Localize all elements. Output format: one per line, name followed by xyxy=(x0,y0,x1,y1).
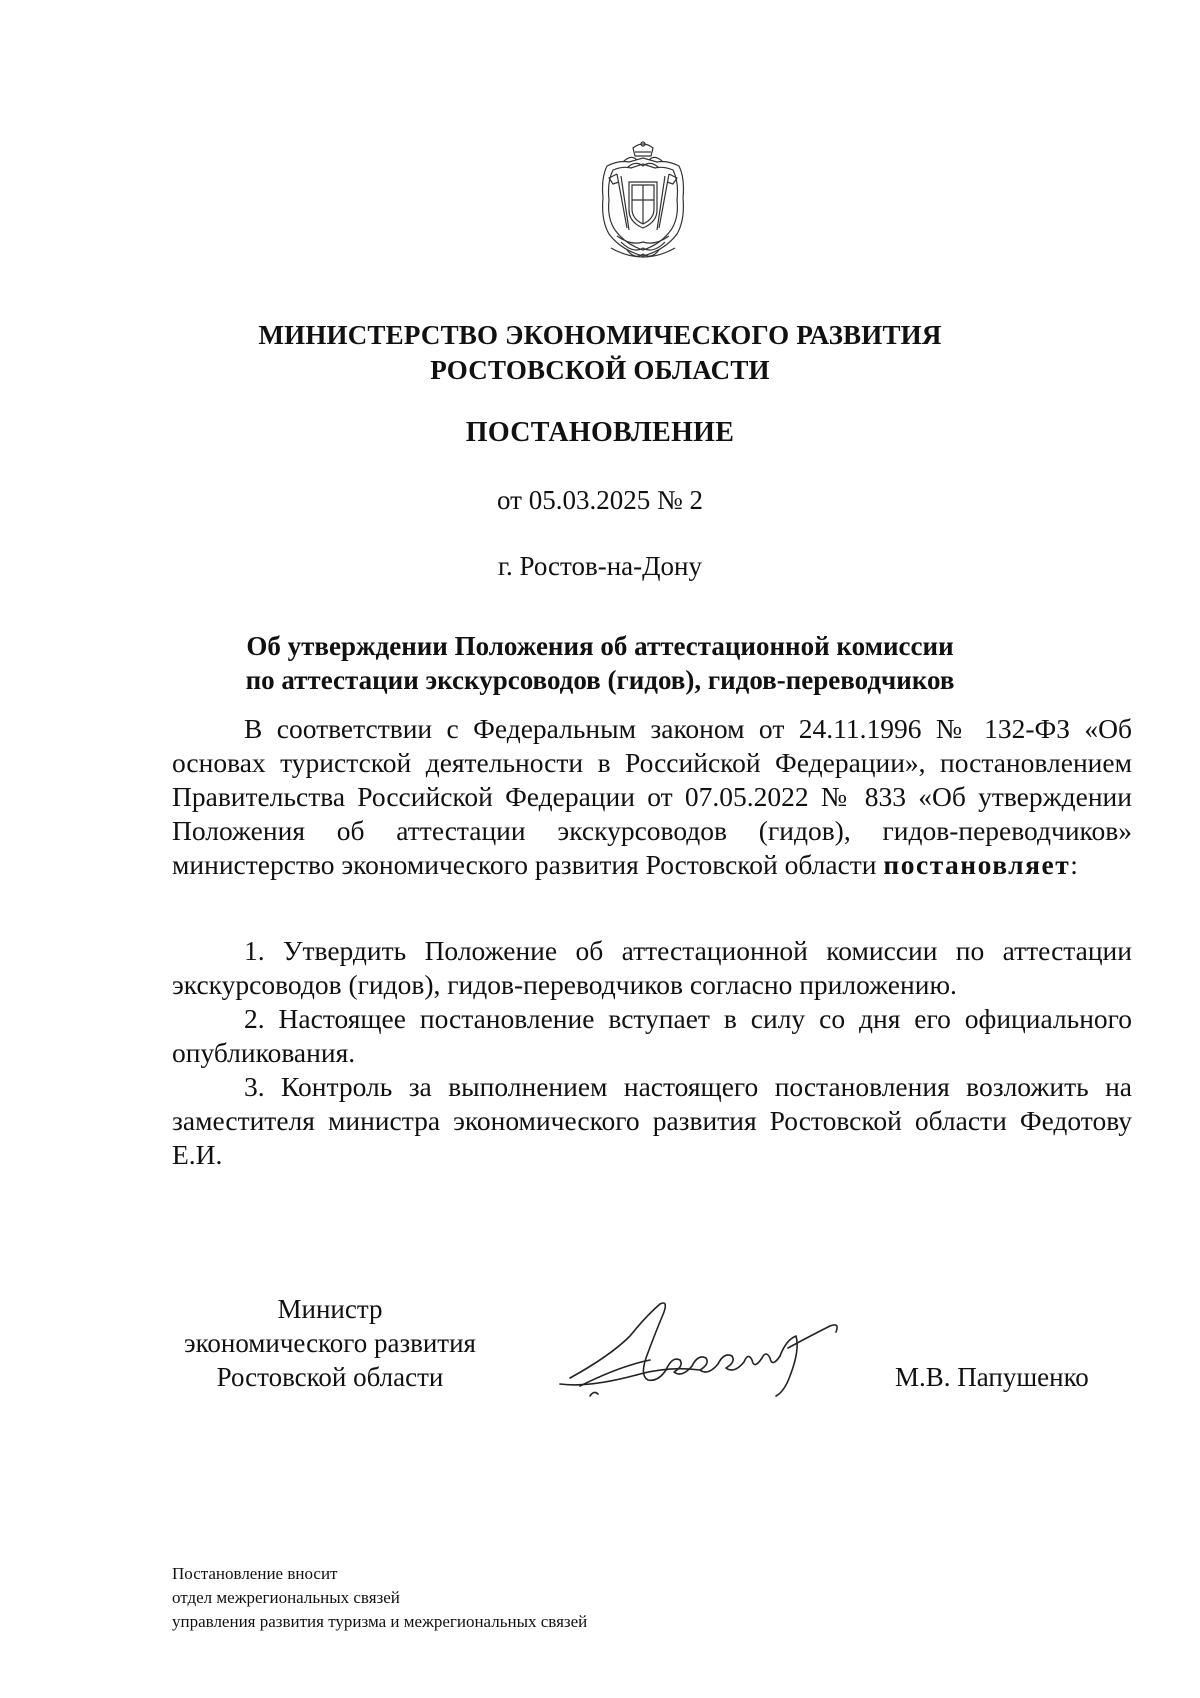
position-line-1: Министр xyxy=(277,1294,383,1324)
footer-note xyxy=(172,1562,587,1634)
subject-line-2: по аттестации экскурсоводов (гидов), гидов-переводчиков xyxy=(245,665,955,695)
resolution-item-3: 3. Контроль за выполнением настоящего постановления возложить на заместителя министра экономического развития Ростовской области Федотову Е.И. xyxy=(172,1071,1132,1170)
coat-of-arms-icon xyxy=(587,138,699,266)
signatory-position xyxy=(160,1292,500,1394)
resolution-item-1: 1. Утвердить Положение об аттестационной комиссии по аттестации экскурсоводов (гидов), гидов-переводчиков согласно приложению. xyxy=(172,935,1132,1000)
document-date-number: от 05.03.2025 № 2 xyxy=(497,485,703,515)
organization-line-1: МИНИСТЕРСТВО ЭКОНОМИЧЕСКОГО РАЗВИТИЯ xyxy=(258,320,942,350)
organization-title xyxy=(0,318,1200,388)
footer-line-1: Постановление вносит xyxy=(172,1564,338,1583)
position-line-3: Ростовской области xyxy=(216,1362,444,1392)
footer-line-2: отдел межрегиональных связей xyxy=(172,1588,400,1607)
resolution-items xyxy=(172,934,1132,1172)
subject-line-1: Об утверждении Положения об аттестационной комиссии xyxy=(246,631,954,661)
resolves-colon: : xyxy=(1070,849,1078,880)
preamble-block xyxy=(172,712,1132,882)
preamble-paragraph xyxy=(172,712,1132,882)
footer-line-3: управления развития туризма и межрегиональных связей xyxy=(172,1612,588,1631)
resolution-item-2: 2. Настоящее постановление вступает в силу со дня его официального опубликования. xyxy=(172,1003,1132,1068)
document-subject xyxy=(0,629,1200,697)
signatory-name: М.В. Папушенко xyxy=(895,1362,1089,1392)
document-city: г. Ростов-на-Дону xyxy=(497,551,702,581)
position-line-2: экономического развития xyxy=(184,1328,476,1358)
organization-line-2: РОСТОВСКОЙ ОБЛАСТИ xyxy=(430,355,770,385)
document-type: ПОСТАНОВЛЕНИЕ xyxy=(465,417,735,448)
handwritten-signature-icon xyxy=(550,1296,870,1406)
preamble-text: В соответствии с Федеральным законом от 24.11.1996 № 132-ФЗ «Об основах туристской деятельности в Российской Федерации», постановлением Правительства Российской Федерации от 07.05.2022 № 833 «Об утверждении Положения об аттестации экскурсоводов (гидов), гидов-переводчиков» министерство экономического развития Ростовской области xyxy=(172,713,1132,880)
resolves-word: постановляет xyxy=(883,849,1071,880)
